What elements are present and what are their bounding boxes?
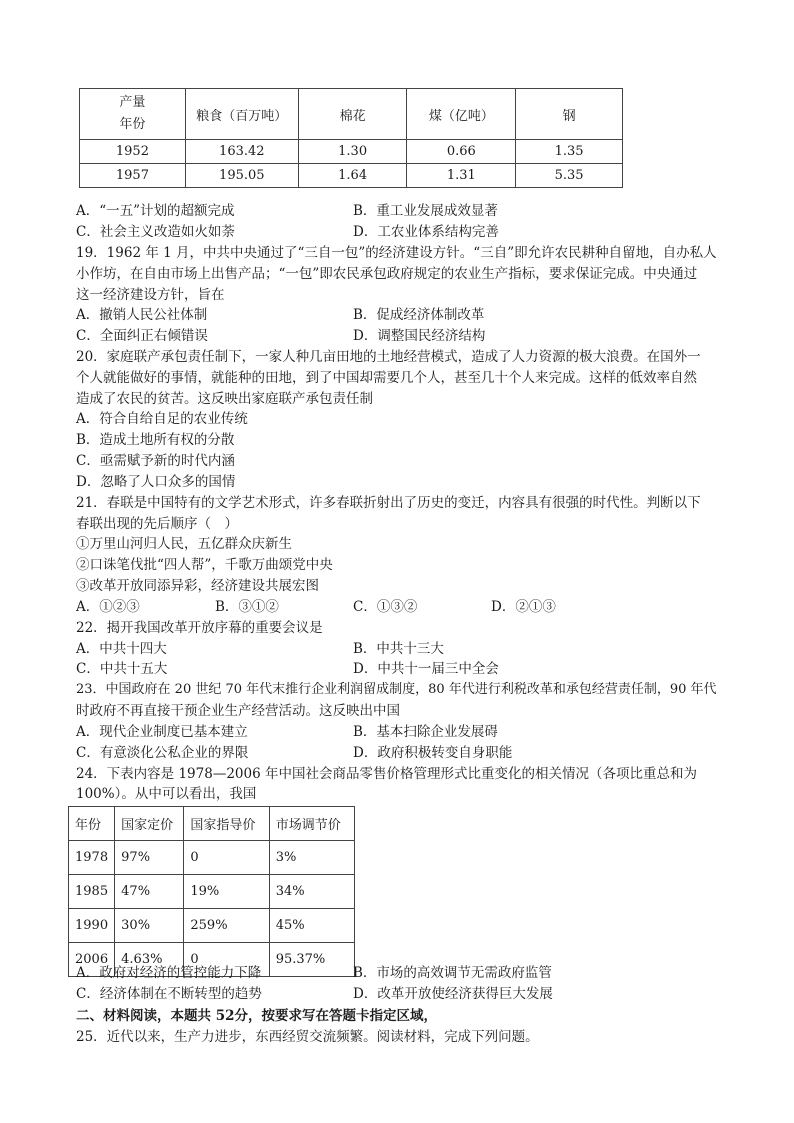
option-c: C．经济体制在不断转型的趋势 <box>76 986 262 1002</box>
table-header: 国家定价 <box>115 807 184 841</box>
option-a: A．撤销人民公社体制 <box>76 307 208 323</box>
table-row <box>80 164 623 188</box>
question-24-line: 100%）。从中可以看出，我国 <box>76 786 257 802</box>
option-d: D．改革开放使经济获得巨大发展 <box>353 986 553 1002</box>
question-19-line: 这一经济建设方针，旨在 <box>76 287 225 303</box>
table-cell: 34% <box>269 875 354 909</box>
table-header: 国家指导价 <box>184 807 269 841</box>
option-a: A．现代企业制度已基本建立 <box>76 724 248 740</box>
option-b: B．③①② <box>215 599 279 615</box>
header-bottom-label: 年份 <box>119 117 146 132</box>
option-a: A．“一五”计划的超额完成 <box>76 203 235 219</box>
option-b: B．基本扫除企业发展碍 <box>353 724 498 740</box>
question-22-line: 22．揭开我国改革开放序幕的重要会议是 <box>76 620 323 636</box>
table-cell: 163.42 <box>185 140 298 164</box>
question-25-line: 25．近代以来，生产力进步，东西经贸交流频繁。阅读材料，完成下列问题。 <box>76 1029 539 1045</box>
table-cell: 3% <box>269 841 354 875</box>
table-cell: 5.35 <box>516 164 623 188</box>
question-24-line: 24．下表内容是 1978—2006 年中国社会商品零售价格管理形式比重变化的相关情况（各项比重总和为 <box>76 766 697 782</box>
table-cell: 259% <box>184 909 269 943</box>
section-title: 二、材料阅读，本题共 52分，按要求写在答题卡指定区域， <box>76 1008 437 1024</box>
option-b: B．市场的高效调节无需政府监管 <box>353 965 552 981</box>
option-a: A．政府对经济的管控能力下降 <box>76 965 262 981</box>
option-d: D．工农业体系结构完善 <box>353 224 499 240</box>
question-19-line: 小作坊，在自由市场上出售产品；“一包”即农民承包政府规定的农业生产指标，要求保证完成。中央通过 <box>76 266 698 282</box>
table-cell: 19% <box>184 875 269 909</box>
table-row <box>80 140 623 164</box>
table-header: 年份 <box>69 807 115 841</box>
table-header: 煤（亿吨） <box>407 89 516 140</box>
option-d: D．中共十一届三中全会 <box>353 661 499 677</box>
table-row <box>69 909 355 943</box>
option-b: B．促成经济体制改革 <box>353 307 485 323</box>
table-cell: 95.37% <box>269 943 354 977</box>
option-c: C．有意淡化公私企业的界限 <box>76 745 249 761</box>
production-table <box>79 88 623 188</box>
option-c: C．①③② <box>353 599 418 615</box>
question-21-line: 21．春联是中国特有的文学艺术形式，许多春联折射出了历史的变迁，内容具有很强的时代性。判断以下 <box>76 495 701 511</box>
question-23-line: 时政府不再直接干预企业生产经营活动。这反映出中国 <box>76 703 400 719</box>
option-a: A．①②③ <box>76 599 140 615</box>
option-b: B．重工业发展成效显著 <box>353 203 498 219</box>
table-cell: 1.30 <box>298 140 407 164</box>
option-d: D．忽略了人口众多的国情 <box>76 474 236 490</box>
option-c: C．亟需赋予新的时代内涵 <box>76 453 235 469</box>
table-cell: 30% <box>115 909 184 943</box>
table-cell: 1.35 <box>516 140 623 164</box>
table-header-corner <box>80 89 186 140</box>
table-cell: 1.64 <box>298 164 407 188</box>
table-cell: 1.31 <box>407 164 516 188</box>
header-top-label: 产量 <box>119 95 146 110</box>
option-d: D．调整国民经济结构 <box>353 328 486 344</box>
table-cell: 2006 <box>69 943 115 977</box>
option-c: C．社会主义改造如火如荼 <box>76 224 235 240</box>
table-cell: 4.63% <box>115 943 184 977</box>
option-a: A．符合自给自足的农业传统 <box>76 411 248 427</box>
table-cell: 1957 <box>80 164 186 188</box>
table-cell: 1990 <box>69 909 115 943</box>
question-20-line: 个人就能做好的事情，就能种的田地，到了中国却需要几个人，甚至几十个人来完成。这样的低效率自然 <box>76 370 697 386</box>
table-row <box>69 875 355 909</box>
table-cell: 1985 <box>69 875 115 909</box>
table-cell: 47% <box>115 875 184 909</box>
table-header-row <box>69 807 355 841</box>
table-cell: 45% <box>269 909 354 943</box>
option-c: C．中共十五大 <box>76 661 168 677</box>
table-header: 粮食（百万吨） <box>185 89 298 140</box>
table-header: 钢 <box>516 89 623 140</box>
option-b: B．中共十三大 <box>353 641 444 657</box>
option-d: D．②①③ <box>491 599 556 615</box>
question-21-line: 春联出现的先后顺序（ ） <box>76 516 238 532</box>
table-cell: 195.05 <box>185 164 298 188</box>
couplet-item: ①万里山河归人民，五亿群众庆新生 <box>76 536 292 552</box>
table-row <box>69 841 355 875</box>
table-cell: 0 <box>184 841 269 875</box>
option-d: D．政府积极转变自身职能 <box>353 745 513 761</box>
table-header: 棉花 <box>298 89 407 140</box>
table-cell: 1978 <box>69 841 115 875</box>
price-management-table <box>68 806 355 977</box>
table-cell: 0 <box>184 943 269 977</box>
table-cell: 0.66 <box>407 140 516 164</box>
option-a: A．中共十四大 <box>76 641 167 657</box>
question-23-line: 23．中国政府在 20 世纪 70 年代末推行企业利润留成制度，80 年代进行利税改革和承包经营责任制，90 年代 <box>76 682 717 697</box>
table-cell: 1952 <box>80 140 186 164</box>
option-b: B．造成土地所有权的分散 <box>76 432 235 448</box>
question-20-line: 20．家庭联产承包责任制下，一家人种几亩田地的土地经营模式，造成了人力资源的极大浪费。在国外一 <box>76 349 701 365</box>
question-19-line: 19．1962 年 1 月，中共中央通过了“三自一包”的经济建设方针。“三自”即允许农民耕种自留地，自办私人 <box>76 245 717 261</box>
table-cell: 97% <box>115 841 184 875</box>
table-header: 市场调节价 <box>269 807 354 841</box>
couplet-item: ③改革开放同添异彩，经济建设共展宏图 <box>76 578 319 594</box>
option-c: C．全面纠正右倾错误 <box>76 328 208 344</box>
couplet-item: ②口诛笔伐批“四人帮”，千歌万曲颂党中央 <box>76 557 333 573</box>
question-20-line: 造成了农民的贫苦。这反映出家庭联产承包责任制 <box>76 391 373 407</box>
